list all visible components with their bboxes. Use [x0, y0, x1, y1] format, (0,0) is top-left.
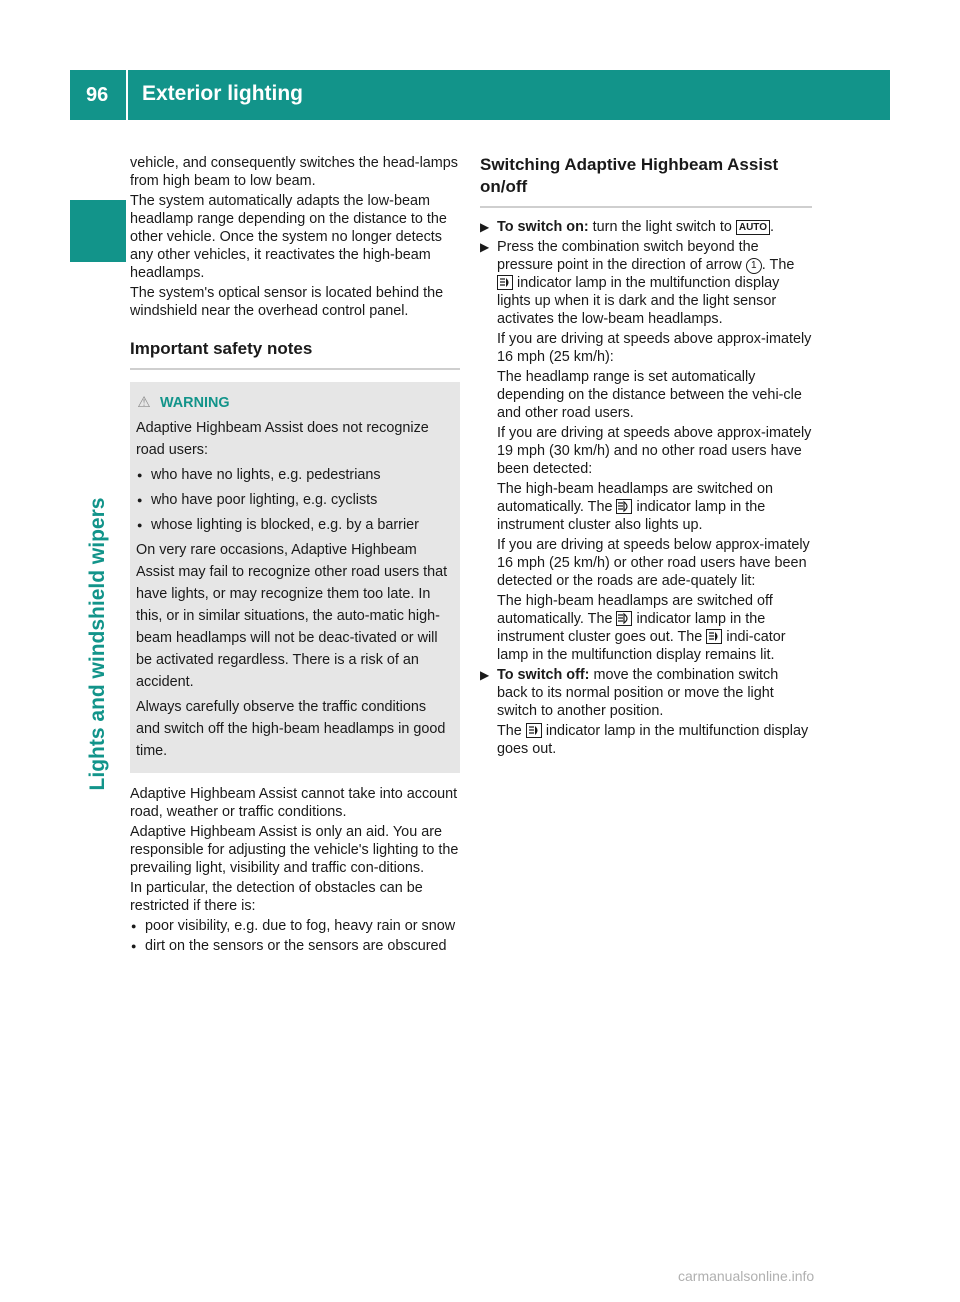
left-column	[130, 154, 460, 957]
list-item: ● whose lighting is blocked, e.g. by a barrier	[136, 514, 452, 536]
highbeam-assist-icon	[706, 629, 722, 644]
paragraph: vehicle, and consequently switches the head-lamps from high beam to low beam.	[130, 155, 458, 189]
paragraph: Adaptive Highbeam Assist cannot take into account road, weather or traffic conditions.	[130, 786, 458, 820]
side-section-label: Lights and windshield wipers	[86, 497, 109, 791]
side-tab	[70, 200, 126, 262]
header-divider	[126, 70, 128, 120]
highbeam-assist-icon	[526, 723, 542, 738]
step-label: To switch off:	[497, 667, 590, 683]
step-arrow-icon: ▶	[480, 240, 490, 254]
callout-marker: 1	[746, 258, 762, 274]
step-arrow-icon: ▶	[480, 220, 490, 234]
watermark: carmanualsonline.info	[678, 1268, 815, 1284]
highbeam-assist-icon	[497, 275, 513, 290]
list-item: ● dirt on the sensors or the sensors are obscured	[130, 937, 460, 955]
warning-title: WARNING	[160, 395, 230, 411]
step-arrow-icon: ▶	[480, 668, 490, 682]
auto-switch-icon: AUTO	[736, 220, 770, 235]
instruction-step: ▶ To switch off: move the combination switch back to its normal position or move the light switch to another position. The indicator lamp in the multifunction display goes out.	[480, 667, 809, 757]
page-number: 96	[86, 84, 109, 106]
paragraph: Adaptive Highbeam Assist is only an aid. You are responsible for adjusting the vehicle's lighting to the prevailing light, visibility and traffic con-ditions.	[130, 824, 459, 876]
section-heading: Important safety notes	[130, 338, 460, 370]
warning-text: On very rare occasions, Adaptive Highbeam Assist may fail to recognize other road users that have lights, or may recognize them too late. In this, or in similar situations, the auto-matic high-beam headlamps will not be deac-tivated or will be activated regardless. There is a risk of an accident.	[136, 542, 448, 690]
highbeam-icon	[616, 499, 632, 514]
step-label: To switch on:	[497, 219, 589, 235]
list-item: ● who have no lights, e.g. pedestrians	[136, 464, 452, 486]
paragraph: The system automatically adapts the low-beam headlamp range depending on the distance to the other vehicle. Once the system no longer detects any other vehicles, it reactivates the high-beam headlamps.	[130, 193, 447, 281]
paragraph: In particular, the detection of obstacles can be restricted if there is:	[130, 880, 423, 914]
warning-list	[136, 464, 452, 536]
instruction-step: ▶ To switch on: turn the light switch to AUTO .	[480, 219, 775, 235]
condition-list	[130, 917, 460, 955]
paragraph: The system's optical sensor is located behind the windshield near the overhead control panel.	[130, 285, 444, 319]
list-item: ● poor visibility, e.g. due to fog, heavy rain or snow	[130, 917, 460, 935]
warning-text: Always carefully observe the traffic conditions and switch off the high-beam headlamps in good time.	[136, 699, 446, 759]
page-header	[70, 70, 890, 120]
warning-box	[130, 382, 460, 773]
highbeam-icon	[616, 611, 632, 626]
list-item: ● who have poor lighting, e.g. cyclists	[136, 489, 452, 511]
chapter-title: Exterior lighting	[142, 82, 304, 105]
section-heading: Switching Adaptive Highbeam Assist on/off	[480, 154, 812, 208]
warning-triangle-icon: ⚠	[137, 394, 151, 411]
warning-intro: Adaptive Highbeam Assist does not recognize road users:	[136, 420, 429, 458]
instruction-step: ▶ Press the combination switch beyond the pressure point in the direction of arrow 1 . The indicator lamp in the multifunction display lights up when it is dark and the light sensor activates the low-beam headlamps. If you are driving at speeds above approx-imately 16 mph (25 km/h): The headlamp range is set automatically depending on the distance between the vehi-cle and other road users. If you are driving at speeds above approx-imately 19 mph (30 km/h) and no other road users have been detected: The high-beam headlamps are switched on automatically. The indicator lamp in the instrument cluster also lights up. If you are driving at speeds below approx-imately 16 mph (25 km/h) or other road users have been detected or the roads are ade-quately lit: The high-beam headlamps are switched off automatically. The indicator lamp in the instrument cluster goes out. The indi-cator lamp in the multifunction display remains lit.	[480, 239, 812, 663]
right-column	[480, 154, 812, 760]
